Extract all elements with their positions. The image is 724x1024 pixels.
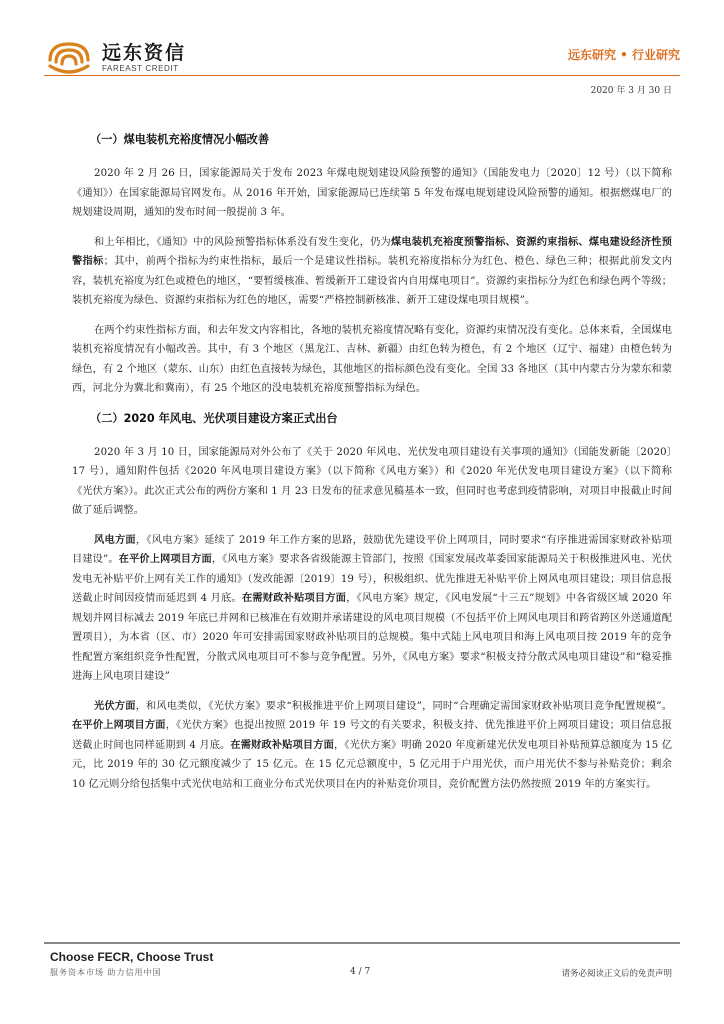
body-text: 2020 年 2 月 26 日，国家能源局关于发布 2023 年煤电规划建设风险预警的通知》（国能发电力〔2020〕12 号）（以下简称《通知》）在国家能源局官网发布。从 2016 年开始，国家能源局已连续第 5 年发布煤电规划建设风险预警的通知。根据燃煤电厂的规划建设周期，通知的发布时间一般提前 3 年。 <box>72 168 672 218</box>
document-body <box>72 130 672 804</box>
report-date: 2020 年 3 月 30 日 <box>590 86 672 96</box>
body-text: ，《风电方案》规定，《风电发展“十三五”规划》中各省级区域 2020 年规划并网目标减去 2019 年底已并网和已核准在有效期并承诺建设的风电项目规模（不包括平价上网风电项目和跨省跨区外送通道配置项目），为本省（区、市）2020 年可安排需国家财政补贴项目的总规模。集中式陆上风电项目和海上风电项目按 2019 年的竞争性配置方案组织竞争性配置，分散式风电项目可不参与竞争配置。另外，《风电方案》要求“积极支持分散式风电项目建设”和“稳妥推进海上风电项目建设” <box>72 593 673 682</box>
emphasis-text: 在平价上网项目方面 <box>118 554 212 565</box>
header-divider <box>44 75 680 76</box>
emphasis-text: 煤电装机充裕度预警指标、资源约束指标、煤电建设经济性预警指标 <box>72 236 673 267</box>
paragraph <box>72 233 672 311</box>
page-header <box>44 38 680 98</box>
disclaimer-note: 请务必阅读正文后的免责声明 <box>561 969 672 979</box>
body-text: ，和风电类似，《光伏方案》要求“积极推进平价上网项目建设”，同时“合理确定需国家财政补贴项目竞争配置规模”。 <box>135 700 672 712</box>
body-text: ；其中，前两个指标为约束性指标，最后一个是建议性指标。装机充裕度指标分为红色、橙色、绿色三种；根据此前发文内容，装机充裕度为红色或橙色的地区，“要暂缓核准、暂缓新开工建设省内自用煤电项目”。资源约束指标分为红色和绿色两个等级；装机充裕度为绿色、资源约束指标为红色的地区，需要“严格控制新核准、新开工建设煤电项目规模”。 <box>72 256 672 306</box>
paragraph <box>72 164 672 223</box>
emphasis-text: 风电方面 <box>94 534 136 546</box>
paragraph <box>72 443 672 521</box>
paragraph <box>72 321 672 399</box>
emphasis-text: 在平价上网项目方面 <box>72 720 166 731</box>
footer-divider <box>44 942 680 944</box>
body-text: ，《风电方案》延续了 2019 年工作方案的思路，鼓励优先建设平价上网项目，同时要求“有序推进需国家财政补贴项目建设”。 <box>72 534 672 565</box>
section-heading: （二）2020 年风电、光伏项目建设方案正式出台 <box>90 411 338 425</box>
section-heading: （一）煤电装机充裕度情况小幅改善 <box>90 133 270 146</box>
report-series: 远东研究 • 行业研究 <box>567 48 680 62</box>
body-text: 2020 年 3 月 10 日，国家能源局对外公布了《关于 2020 年风电、光伏发电项目建设有关事项的通知》（国能发新能〔2020〕17 号），通知附件包括《2020 年风电项目建设方案》（以下简称《风电方案》）和《2020 年光伏发电项目建设方案》（以下简称《光伏方案》）。此次正式公布的两份方案和 1 月 23 日发布的征求意见稿基本一致，但同时也考虑到疫情影响，对项目申报截止时间做了延后调整。 <box>72 446 672 516</box>
page-number: 4 / 7 <box>350 967 371 977</box>
emphasis-text: 在需财政补贴项目方面 <box>230 739 335 751</box>
company-logo <box>44 38 186 78</box>
logo-english-name: FAREAST CREDIT <box>102 64 179 73</box>
body-text: 在两个约束性指标方面，和去年发文内容相比，各地的装机充裕度情况略有变化，资源约束情况没有变化。总体来看，全国煤电装机充裕度情况有小幅改善。其中，有 3 个地区（黑龙江、吉林、新疆）由红色转为橙色，有 2 个地区（辽宁、福建）由橙色转为绿色，有 2 个地区（蒙东、山东）由红色直接转为绿色，其他地区的指标颜色没有变化。全国 33 各地区（其中内蒙古分为蒙东和蒙西，河北分为冀北和冀南），有 25 个地区的没电装机充裕度预警指标为绿色。 <box>72 324 672 394</box>
body-text: ，《光伏方案》明确 2020 年度新建光伏发电项目补贴预算总额度为 15 亿元，比 2019 年的 30 亿元额度减少了 15 亿元。在 15 亿元总额度中，5 亿元用于户用光伏，而户用光伏不参与补贴竞价；剩余 10 亿元则分给包括集中式光伏电站和工商业分布式光伏项目在内的补贴竞价项目，竞价配置方法仍然按照 2019 年的方案实行。 <box>72 739 672 790</box>
footer-tagline: 服务资本市场 助力信用中国 <box>50 968 162 977</box>
fareast-logo-icon <box>44 38 94 78</box>
paragraph <box>72 697 672 795</box>
paragraph <box>72 531 672 687</box>
footer-slogan: Choose FECR, Choose Trust <box>50 950 214 964</box>
body-text: 和上年相比，《通知》中的风险预警指标体系没有发生变化，仍为 <box>94 236 391 248</box>
body-text: ，《风电方案》要求各省级能源主管部门，按照《国家发展改革委国家能源局关于积极推进风电、光伏发电无补贴平价上网有关工作的通知》（发改能源〔2019〕19 号），积极组织、优先推进无补贴平价上网风电项目建设；项目信息报送截止时间因疫情而延迟到 4 月底。 <box>72 554 672 604</box>
body-text: ，《光伏方案》也提出按照 2019 年 19 号文的有关要求，积极支持、优先推进平价上网项目建设；项目信息报送截止时间也同样延期到 4 月底。 <box>72 720 672 751</box>
emphasis-text: 在需财政补贴项目方面 <box>241 593 347 604</box>
logo-chinese-name: 远东资信 <box>102 42 187 64</box>
emphasis-text: 光伏方面 <box>94 700 136 712</box>
